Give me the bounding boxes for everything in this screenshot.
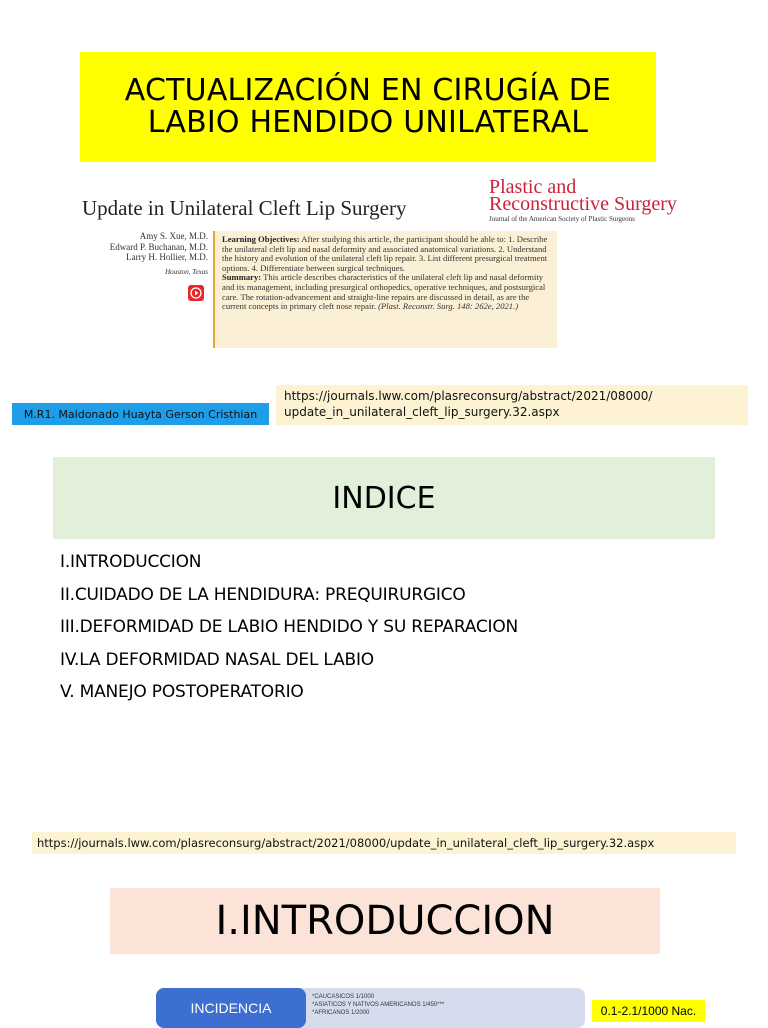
source-link-line-1[interactable]: https://journals.lww.com/plasreconsurg/abstract/2021/08000/ [284, 389, 653, 403]
indice-item: I.INTRODUCCION [60, 552, 202, 572]
summary-text: This article describes characteristics of the unilateral cleft lip and nasal deformity and its management, including presurgical orthopedics, operative techniques, and postsurgical care. The rotation-advancement and straight-line repairs are discussed in detail, as are the current concepts in primary cleft nose repair. [222, 272, 546, 312]
source-link[interactable] [276, 385, 748, 425]
journal-logo [489, 178, 729, 226]
incidence-item: *ASIATICOS Y NATIVOS AMERICANOS 1/450*** [312, 1002, 445, 1008]
article-title: Update in Unilateral Cleft Lip Surgery [82, 196, 407, 220]
journal-subtitle: Journal of the American Society of Plastic Surgeons [489, 215, 635, 223]
indice-item: III.DEFORMIDAD DE LABIO HENDIDO Y SU REPARACION [60, 617, 519, 637]
title-banner [80, 52, 656, 162]
indice-item: IV.LA DEFORMIDAD NASAL DEL LABIO [60, 649, 374, 670]
author-location: Houston, Texas [165, 267, 208, 276]
incidence-items [312, 993, 444, 1017]
journal-name-line-1: Plastic and [489, 176, 577, 198]
objectives-text: After studying this article, the participant should be able to: 1. Describe the unilateral cleft lip and nasal deformity and associated anatomical variations. 2. Understand the history and evolution of the unilateral cleft lip repair. 3. List different presurgical treatment options. 4. Differentiate between surgical techniques. [222, 234, 548, 273]
incidence-rate: 0.1-2.1/1000 Nac. [592, 1000, 705, 1022]
indice-item: V. MANEJO POSTOPERATORIO [60, 682, 304, 702]
introduccion-banner [110, 888, 660, 954]
abstract-box [213, 231, 557, 348]
author-credit: M.R1. Maldonado Huayta Gerson Cristhian [12, 403, 269, 425]
title-line-1: ACTUALIZACIÓN EN CIRUGÍA DE [124, 73, 612, 108]
author-2: Edward P. Buchanan, M.D. [109, 241, 208, 252]
indice-list [60, 552, 518, 715]
citation: (Plast. Reconstr. Surg. 148: 262e, 2021.) [378, 301, 519, 312]
indice-item: II.CUIDADO DE LA HENDIDURA: PREQUIRURGICO [60, 584, 466, 605]
incidence-label: INCIDENCIA [156, 988, 306, 1028]
author-1: Amy S. Xue, M.D. [139, 231, 208, 241]
introduccion-heading: I.INTRODUCCION [215, 898, 555, 944]
play-icon [190, 287, 202, 299]
indice-heading: INDICE [332, 480, 436, 516]
indice-banner [53, 457, 715, 539]
objectives-label: Learning Objectives: [222, 234, 300, 244]
journal-name-line-2: Reconstructive Surgery [489, 193, 677, 215]
incidence-item: *AFRICANOS 1/2000 [312, 1010, 370, 1016]
incidence-item: *CAUCASICOS 1/1000 [312, 994, 375, 1000]
source-link-2[interactable]: https://journals.lww.com/plasreconsurg/abstract/2021/08000/update_in_unilateral_cleft_lip_surgery.32.aspx [32, 832, 736, 854]
author-3: Larry H. Hollier, M.D. [126, 252, 208, 262]
video-play-icon [188, 285, 204, 301]
source-link-line-2[interactable]: update_in_unilateral_cleft_lip_surgery.32.aspx [284, 405, 560, 419]
article-authors [76, 231, 208, 277]
summary-label: Summary: [222, 272, 262, 283]
title-line-2: LABIO HENDIDO UNILATERAL [147, 105, 589, 140]
article-header-image [76, 176, 726, 350]
